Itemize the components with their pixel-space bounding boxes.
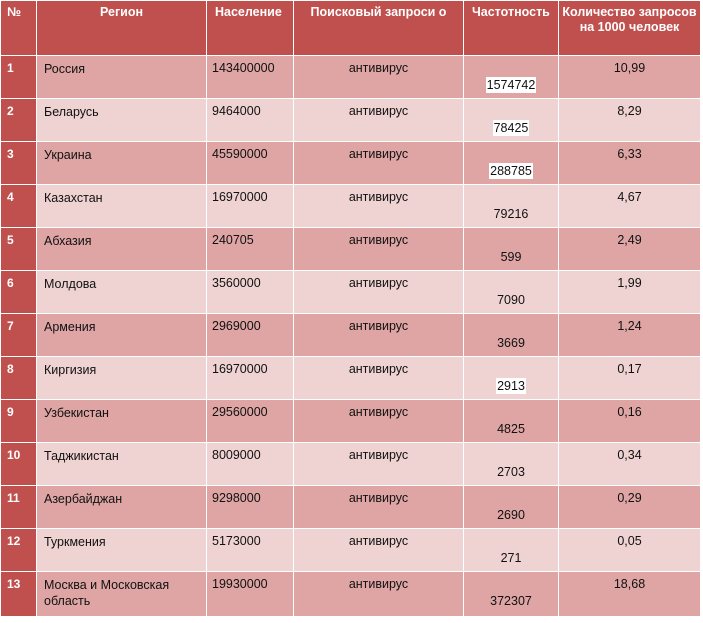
- row-region: Украина: [37, 142, 207, 185]
- header-population: Население: [207, 1, 294, 56]
- row-frequency: 7090: [464, 271, 559, 314]
- row-frequency-cell: [464, 142, 559, 185]
- table-row: [1, 99, 701, 142]
- row-query: антивирус: [294, 400, 464, 443]
- table-row: [1, 228, 701, 271]
- table-row: [1, 400, 701, 443]
- row-frequency-cell: [464, 56, 559, 99]
- table-row: [1, 572, 701, 617]
- row-frequency: 288785: [490, 164, 532, 178]
- row-population: 5173000: [207, 529, 294, 572]
- row-num: 4: [1, 185, 37, 228]
- row-num: 12: [1, 529, 37, 572]
- row-region: Узбекистан: [37, 400, 207, 443]
- row-ratio: 0,17: [559, 357, 701, 400]
- row-frequency: 271: [464, 529, 559, 572]
- table-row: [1, 142, 701, 185]
- row-num: 5: [1, 228, 37, 271]
- row-query: антивирус: [294, 185, 464, 228]
- row-frequency-cell: [464, 357, 559, 400]
- header-row: [1, 1, 701, 56]
- row-population: 29560000: [207, 400, 294, 443]
- row-population: 3560000: [207, 271, 294, 314]
- row-population: 8009000: [207, 443, 294, 486]
- row-frequency-cell: [464, 99, 559, 142]
- row-population: 45590000: [207, 142, 294, 185]
- row-region: Таджикистан: [37, 443, 207, 486]
- row-frequency: 372307: [464, 572, 559, 617]
- row-num: 7: [1, 314, 37, 357]
- header-num: №: [1, 1, 37, 56]
- table-row: [1, 443, 701, 486]
- row-frequency: 78425: [493, 121, 529, 135]
- row-region: Киргизия: [37, 357, 207, 400]
- row-num: 1: [1, 56, 37, 99]
- row-population: 19930000: [207, 572, 294, 617]
- row-region: Казахстан: [37, 185, 207, 228]
- row-num: 10: [1, 443, 37, 486]
- row-frequency: 2913: [497, 379, 525, 393]
- row-num: 13: [1, 572, 37, 617]
- table-row: [1, 529, 701, 572]
- table-row: [1, 357, 701, 400]
- header-frequency: Частотность: [464, 1, 559, 56]
- row-frequency: 4825: [464, 400, 559, 443]
- row-ratio: 2,49: [559, 228, 701, 271]
- row-num: 11: [1, 486, 37, 529]
- row-region: Россия: [37, 56, 207, 99]
- row-ratio: 18,68: [559, 572, 701, 617]
- row-query: антивирус: [294, 314, 464, 357]
- row-region: Азербайджан: [37, 486, 207, 529]
- row-query: антивирус: [294, 529, 464, 572]
- header-query: Поисковый запроси о: [294, 1, 464, 56]
- row-ratio: 0,34: [559, 443, 701, 486]
- row-population: 240705: [207, 228, 294, 271]
- row-frequency: 1574742: [486, 78, 536, 92]
- table-row: [1, 185, 701, 228]
- table-row: [1, 486, 701, 529]
- row-region: Туркмения: [37, 529, 207, 572]
- row-region: Абхазия: [37, 228, 207, 271]
- row-ratio: 1,24: [559, 314, 701, 357]
- table-row: [1, 271, 701, 314]
- row-region: Армения: [37, 314, 207, 357]
- row-ratio: 10,99: [559, 56, 701, 99]
- row-query: антивирус: [294, 271, 464, 314]
- row-population: 9464000: [207, 99, 294, 142]
- row-frequency: 2703: [464, 443, 559, 486]
- header-region: Регион: [37, 1, 207, 56]
- row-query: антивирус: [294, 142, 464, 185]
- row-ratio: 8,29: [559, 99, 701, 142]
- row-query: антивирус: [294, 443, 464, 486]
- header-ratio: Количество запросов на 1000 человек: [559, 1, 701, 56]
- row-population: 9298000: [207, 486, 294, 529]
- row-num: 6: [1, 271, 37, 314]
- row-query: антивирус: [294, 56, 464, 99]
- row-ratio: 0,16: [559, 400, 701, 443]
- row-ratio: 1,99: [559, 271, 701, 314]
- row-ratio: 4,67: [559, 185, 701, 228]
- row-frequency: 599: [464, 228, 559, 271]
- row-query: антивирус: [294, 572, 464, 617]
- row-population: 16970000: [207, 357, 294, 400]
- row-num: 3: [1, 142, 37, 185]
- row-num: 2: [1, 99, 37, 142]
- row-num: 8: [1, 357, 37, 400]
- row-frequency: 79216: [464, 185, 559, 228]
- row-query: антивирус: [294, 99, 464, 142]
- row-population: 143400000: [207, 56, 294, 99]
- row-ratio: 0,05: [559, 529, 701, 572]
- row-region: Молдова: [37, 271, 207, 314]
- row-region: Москва и Московская область: [37, 572, 207, 617]
- row-ratio: 6,33: [559, 142, 701, 185]
- row-frequency: 2690: [464, 486, 559, 529]
- row-frequency: 3669: [464, 314, 559, 357]
- row-query: антивирус: [294, 228, 464, 271]
- row-query: антивирус: [294, 357, 464, 400]
- row-num: 9: [1, 400, 37, 443]
- table-row: [1, 314, 701, 357]
- row-region: Беларусь: [37, 99, 207, 142]
- row-population: 16970000: [207, 185, 294, 228]
- row-query: антивирус: [294, 486, 464, 529]
- table-row: [1, 56, 701, 99]
- row-ratio: 0,29: [559, 486, 701, 529]
- row-population: 2969000: [207, 314, 294, 357]
